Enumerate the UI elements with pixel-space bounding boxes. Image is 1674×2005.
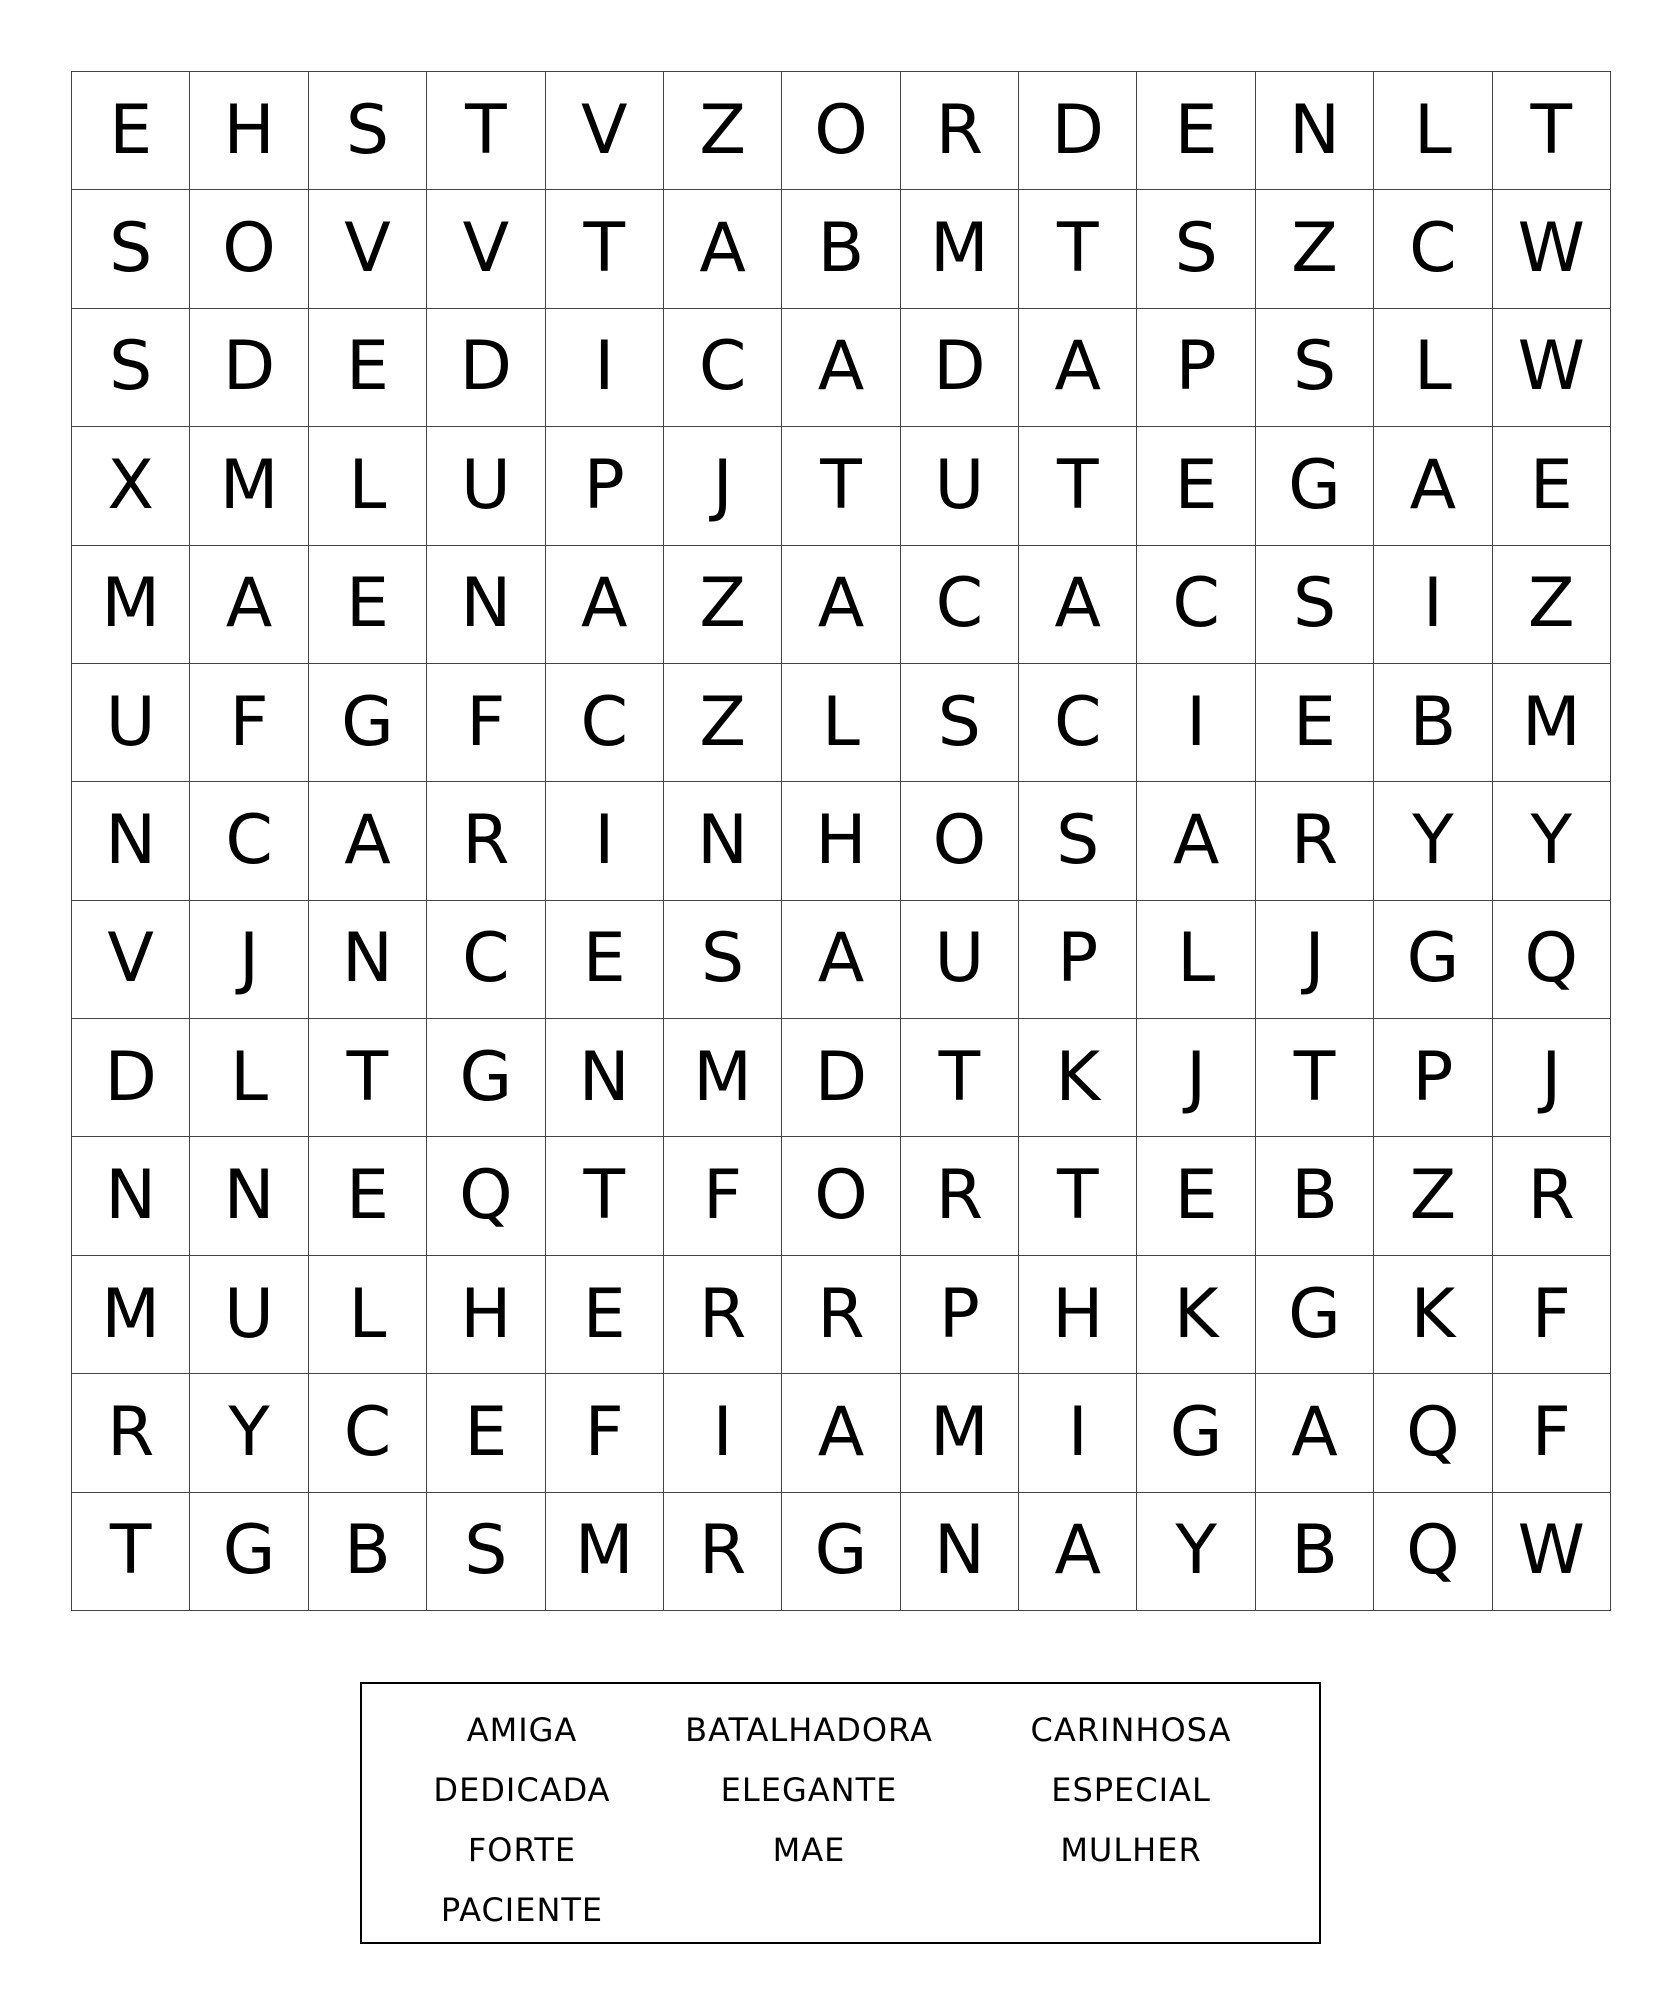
- grid-cell[interactable]: G: [1374, 901, 1492, 1019]
- grid-cell[interactable]: A: [1019, 1493, 1137, 1611]
- grid-cell[interactable]: V: [72, 901, 190, 1019]
- word-list-item: CARINHOSA: [1030, 1711, 1232, 1749]
- grid-cell[interactable]: V: [427, 190, 545, 308]
- grid-cell[interactable]: O: [782, 1137, 900, 1255]
- grid-cell[interactable]: Y: [190, 1374, 308, 1492]
- grid-cell[interactable]: G: [1256, 427, 1374, 545]
- grid-cell[interactable]: I: [664, 1374, 782, 1492]
- grid-cell[interactable]: Z: [664, 546, 782, 664]
- grid-cell[interactable]: D: [72, 1019, 190, 1137]
- grid-cell[interactable]: L: [1137, 901, 1255, 1019]
- grid-cell[interactable]: D: [190, 309, 308, 427]
- grid-cell[interactable]: P: [546, 427, 664, 545]
- grid-cell[interactable]: N: [72, 782, 190, 900]
- grid-cell[interactable]: T: [1019, 190, 1137, 308]
- grid-cell[interactable]: D: [427, 309, 545, 427]
- grid-cell[interactable]: T: [546, 190, 664, 308]
- grid-cell[interactable]: C: [546, 664, 664, 782]
- grid-cell[interactable]: Z: [1374, 1137, 1492, 1255]
- grid-cell[interactable]: E: [72, 72, 190, 190]
- grid-cell[interactable]: M: [72, 546, 190, 664]
- grid-cell[interactable]: C: [1137, 546, 1255, 664]
- grid-cell[interactable]: R: [664, 1493, 782, 1611]
- grid-cell[interactable]: S: [1256, 546, 1374, 664]
- grid-cell[interactable]: U: [72, 664, 190, 782]
- grid-cell[interactable]: Z: [1256, 190, 1374, 308]
- grid-cell[interactable]: I: [1019, 1374, 1137, 1492]
- word-list-item: PACIENTE: [440, 1891, 604, 1929]
- grid-cell[interactable]: H: [427, 1256, 545, 1374]
- grid-cell[interactable]: R: [664, 1256, 782, 1374]
- grid-cell[interactable]: N: [309, 901, 427, 1019]
- grid-cell[interactable]: W: [1493, 1493, 1611, 1611]
- grid-cell[interactable]: U: [427, 427, 545, 545]
- grid-cell[interactable]: J: [1137, 1019, 1255, 1137]
- grid-cell[interactable]: H: [1019, 1256, 1137, 1374]
- grid-cell[interactable]: N: [190, 1137, 308, 1255]
- word-list-item: MULHER: [1060, 1831, 1202, 1869]
- grid-cell[interactable]: K: [1019, 1019, 1137, 1137]
- grid-cell[interactable]: Z: [1493, 546, 1611, 664]
- grid-cell[interactable]: L: [309, 1256, 427, 1374]
- grid-cell[interactable]: T: [1019, 427, 1137, 545]
- word-list-item: DEDICADA: [433, 1771, 611, 1809]
- grid-cell[interactable]: A: [782, 309, 900, 427]
- grid-cell[interactable]: N: [546, 1019, 664, 1137]
- grid-cell[interactable]: D: [782, 1019, 900, 1137]
- grid-cell[interactable]: E: [309, 1137, 427, 1255]
- grid-cell[interactable]: V: [309, 190, 427, 308]
- grid-cell[interactable]: X: [72, 427, 190, 545]
- grid-cell[interactable]: P: [1019, 901, 1137, 1019]
- grid-cell[interactable]: T: [782, 427, 900, 545]
- grid-cell[interactable]: L: [190, 1019, 308, 1137]
- grid-cell[interactable]: N: [72, 1137, 190, 1255]
- grid-cell[interactable]: S: [1019, 782, 1137, 900]
- grid-cell[interactable]: O: [901, 782, 1019, 900]
- grid-cell[interactable]: A: [1374, 427, 1492, 545]
- grid-cell[interactable]: G: [190, 1493, 308, 1611]
- grid-cell[interactable]: J: [1256, 901, 1374, 1019]
- grid-cell[interactable]: F: [546, 1374, 664, 1492]
- grid-cell[interactable]: S: [72, 190, 190, 308]
- grid-cell[interactable]: U: [901, 901, 1019, 1019]
- grid-cell[interactable]: H: [190, 72, 308, 190]
- grid-cell[interactable]: E: [1137, 427, 1255, 545]
- grid-cell[interactable]: S: [664, 901, 782, 1019]
- grid-cell[interactable]: F: [427, 664, 545, 782]
- grid-cell[interactable]: K: [1137, 1256, 1255, 1374]
- word-list-item: ELEGANTE: [720, 1771, 898, 1809]
- grid-cell[interactable]: O: [190, 190, 308, 308]
- grid-cell[interactable]: W: [1493, 190, 1611, 308]
- grid-cell[interactable]: D: [901, 309, 1019, 427]
- grid-cell[interactable]: A: [1137, 782, 1255, 900]
- grid-cell[interactable]: N: [664, 782, 782, 900]
- grid-cell[interactable]: C: [664, 309, 782, 427]
- grid-cell[interactable]: L: [309, 427, 427, 545]
- grid-cell[interactable]: R: [901, 1137, 1019, 1255]
- grid-cell[interactable]: E: [1137, 1137, 1255, 1255]
- grid-cell[interactable]: E: [309, 546, 427, 664]
- grid-cell[interactable]: C: [1374, 190, 1492, 308]
- grid-cell[interactable]: E: [427, 1374, 545, 1492]
- grid-cell[interactable]: Q: [1493, 901, 1611, 1019]
- grid-cell[interactable]: M: [664, 1019, 782, 1137]
- grid-cell[interactable]: C: [901, 546, 1019, 664]
- grid-cell[interactable]: B: [1374, 664, 1492, 782]
- grid-cell[interactable]: A: [1256, 1374, 1374, 1492]
- grid-cell[interactable]: G: [782, 1493, 900, 1611]
- grid-cell[interactable]: M: [72, 1256, 190, 1374]
- grid-cell[interactable]: H: [782, 782, 900, 900]
- grid-cell[interactable]: B: [1256, 1137, 1374, 1255]
- grid-cell[interactable]: T: [546, 1137, 664, 1255]
- grid-cell[interactable]: R: [901, 72, 1019, 190]
- grid-cell[interactable]: I: [546, 309, 664, 427]
- grid-cell[interactable]: T: [901, 1019, 1019, 1137]
- grid-cell[interactable]: S: [72, 309, 190, 427]
- grid-cell[interactable]: F: [1493, 1256, 1611, 1374]
- grid-cell[interactable]: J: [664, 427, 782, 545]
- grid-cell[interactable]: F: [664, 1137, 782, 1255]
- grid-cell[interactable]: E: [546, 1256, 664, 1374]
- grid-cell[interactable]: O: [782, 72, 900, 190]
- grid-cell[interactable]: C: [309, 1374, 427, 1492]
- grid-cell[interactable]: S: [901, 664, 1019, 782]
- grid-cell[interactable]: R: [72, 1374, 190, 1492]
- grid-cell[interactable]: Y: [1137, 1493, 1255, 1611]
- word-list-box: [360, 1682, 1321, 1944]
- grid-cell[interactable]: I: [1374, 546, 1492, 664]
- grid-cell[interactable]: M: [1493, 664, 1611, 782]
- grid-cell[interactable]: T: [1019, 1137, 1137, 1255]
- grid-cell[interactable]: M: [546, 1493, 664, 1611]
- grid-cell[interactable]: U: [190, 1256, 308, 1374]
- grid-cell[interactable]: E: [546, 901, 664, 1019]
- grid-cell[interactable]: F: [1493, 1374, 1611, 1492]
- grid-cell[interactable]: N: [427, 546, 545, 664]
- grid-cell[interactable]: V: [546, 72, 664, 190]
- grid-cell[interactable]: P: [1137, 309, 1255, 427]
- grid-cell[interactable]: E: [1493, 427, 1611, 545]
- grid-cell[interactable]: R: [1493, 1137, 1611, 1255]
- grid-cell[interactable]: K: [1374, 1256, 1492, 1374]
- word-list-item: AMIGA: [466, 1711, 578, 1749]
- grid-cell[interactable]: N: [901, 1493, 1019, 1611]
- grid-cell[interactable]: C: [427, 901, 545, 1019]
- grid-cell[interactable]: G: [309, 664, 427, 782]
- grid-cell[interactable]: M: [190, 427, 308, 545]
- grid-cell[interactable]: F: [190, 664, 308, 782]
- grid-cell[interactable]: A: [1019, 309, 1137, 427]
- grid-cell[interactable]: L: [1374, 309, 1492, 427]
- grid-cell[interactable]: B: [1256, 1493, 1374, 1611]
- grid-cell[interactable]: I: [1137, 664, 1255, 782]
- grid-cell[interactable]: A: [664, 190, 782, 308]
- grid-cell[interactable]: N: [1256, 72, 1374, 190]
- grid-cell[interactable]: E: [1137, 72, 1255, 190]
- grid-cell[interactable]: G: [1137, 1374, 1255, 1492]
- grid-cell[interactable]: A: [309, 782, 427, 900]
- grid-cell[interactable]: S: [1137, 190, 1255, 308]
- grid-cell[interactable]: E: [1256, 664, 1374, 782]
- grid-cell[interactable]: T: [1493, 72, 1611, 190]
- word-list-item: MAE: [772, 1831, 846, 1869]
- grid-cell[interactable]: G: [1256, 1256, 1374, 1374]
- grid-cell[interactable]: A: [782, 546, 900, 664]
- grid-cell[interactable]: Z: [664, 72, 782, 190]
- grid-cell[interactable]: D: [1019, 72, 1137, 190]
- grid-cell[interactable]: R: [782, 1256, 900, 1374]
- grid-cell[interactable]: B: [309, 1493, 427, 1611]
- grid-cell[interactable]: T: [309, 1019, 427, 1137]
- grid-cell[interactable]: J: [190, 901, 308, 1019]
- grid-cell[interactable]: Q: [1374, 1374, 1492, 1492]
- grid-cell[interactable]: C: [190, 782, 308, 900]
- grid-cell[interactable]: A: [190, 546, 308, 664]
- word-list-item: BATALHADORA: [685, 1711, 933, 1749]
- word-list-item: ESPECIAL: [1051, 1771, 1211, 1809]
- grid-cell[interactable]: P: [1374, 1019, 1492, 1137]
- grid-cell[interactable]: E: [309, 309, 427, 427]
- grid-cell[interactable]: L: [782, 664, 900, 782]
- grid-cell[interactable]: S: [1256, 309, 1374, 427]
- grid-cell[interactable]: W: [1493, 309, 1611, 427]
- grid-cell[interactable]: U: [901, 427, 1019, 545]
- grid-cell[interactable]: T: [427, 72, 545, 190]
- grid-cell[interactable]: Z: [664, 664, 782, 782]
- grid-cell[interactable]: A: [782, 901, 900, 1019]
- grid-cell[interactable]: Y: [1493, 782, 1611, 900]
- grid-cell[interactable]: S: [309, 72, 427, 190]
- grid-cell[interactable]: R: [427, 782, 545, 900]
- grid-cell[interactable]: I: [546, 782, 664, 900]
- grid-cell[interactable]: M: [901, 1374, 1019, 1492]
- letter-grid: [71, 71, 1611, 1611]
- grid-cell[interactable]: S: [427, 1493, 545, 1611]
- grid-cell[interactable]: A: [546, 546, 664, 664]
- word-list: [396, 1700, 1286, 1940]
- grid-cell[interactable]: P: [901, 1256, 1019, 1374]
- grid-cell[interactable]: A: [1019, 546, 1137, 664]
- grid-cell[interactable]: L: [1374, 72, 1492, 190]
- grid-cell[interactable]: Q: [1374, 1493, 1492, 1611]
- grid-cell[interactable]: B: [782, 190, 900, 308]
- grid-cell[interactable]: G: [427, 1019, 545, 1137]
- grid-cell[interactable]: A: [782, 1374, 900, 1492]
- grid-cell[interactable]: T: [72, 1493, 190, 1611]
- grid-cell[interactable]: C: [1019, 664, 1137, 782]
- grid-cell[interactable]: J: [1493, 1019, 1611, 1137]
- grid-cell[interactable]: Y: [1374, 782, 1492, 900]
- grid-cell[interactable]: M: [901, 190, 1019, 308]
- word-list-item: FORTE: [467, 1831, 577, 1869]
- grid-cell[interactable]: Q: [427, 1137, 545, 1255]
- grid-cell[interactable]: T: [1256, 1019, 1374, 1137]
- grid-cell[interactable]: R: [1256, 782, 1374, 900]
